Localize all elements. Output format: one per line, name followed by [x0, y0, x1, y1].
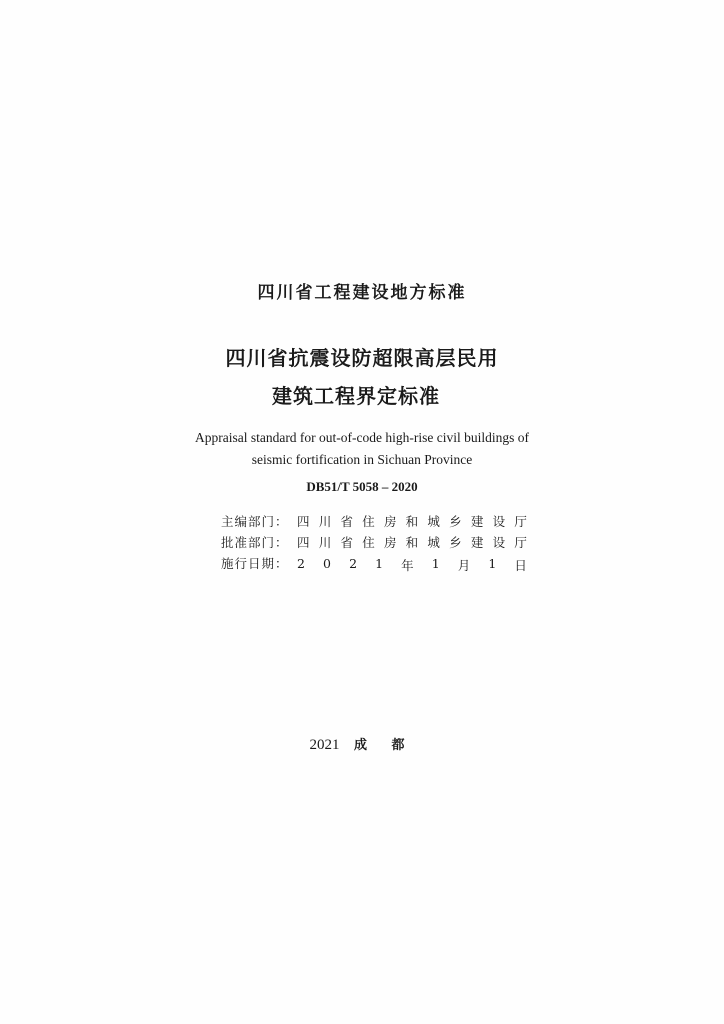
- info-char: 城: [427, 514, 440, 529]
- info-value: [297, 512, 527, 530]
- info-char: 建: [470, 514, 484, 529]
- standard-code: DB51/T 5058 – 2020: [306, 479, 418, 494]
- info-char: 省: [340, 514, 353, 529]
- series-label: 四川省工程建设地方标准: [257, 283, 467, 303]
- info-char: 厅: [514, 535, 527, 550]
- info-char: 住: [362, 535, 375, 550]
- imprint-year: 2021: [309, 737, 340, 753]
- title-line-1: 四川省抗震设防超限高层民用: [225, 346, 499, 370]
- publication-info: [221, 512, 527, 575]
- info-char: 1: [431, 556, 440, 571]
- info-char: 1: [488, 556, 497, 571]
- info-char: 设: [492, 535, 506, 550]
- info-char: 房: [383, 535, 397, 550]
- info-value: [297, 533, 527, 551]
- info-char: 川: [318, 535, 332, 550]
- info-char: 日: [514, 558, 527, 573]
- info-char: 省: [340, 535, 353, 550]
- info-char: 和: [405, 514, 419, 529]
- info-char: 建: [470, 535, 484, 550]
- info-label: 主编部门：: [221, 514, 289, 529]
- info-char: 四: [297, 535, 310, 550]
- info-value: [297, 556, 527, 574]
- imprint-city: 成 都: [353, 738, 415, 753]
- info-char: 乡: [449, 514, 462, 529]
- info-char: 住: [362, 514, 375, 529]
- info-row-approver: [221, 533, 527, 554]
- info-char: 2: [349, 556, 358, 571]
- info-char: 城: [427, 535, 440, 550]
- info-char: 月: [457, 558, 471, 573]
- info-char: 厅: [514, 514, 527, 529]
- info-char: 川: [318, 514, 332, 529]
- info-row-editor: [221, 512, 527, 533]
- info-char: 0: [323, 556, 331, 571]
- english-title-line-1: Appraisal standard for out-of-code high-rise civil buildings of: [194, 430, 530, 445]
- info-char: 2: [297, 556, 305, 571]
- info-char: 1: [375, 556, 384, 571]
- info-char: 乡: [449, 535, 462, 550]
- info-label: 批准部门：: [221, 535, 289, 550]
- english-title-line-2: seismic fortification in Sichuan Province: [251, 452, 473, 467]
- imprint: [0, 734, 724, 754]
- info-char: 和: [405, 535, 419, 550]
- info-row-effective-date: [221, 554, 527, 575]
- info-label: 施行日期：: [221, 556, 289, 571]
- info-char: 设: [492, 514, 506, 529]
- info-char: 年: [401, 558, 414, 573]
- title-line-2: 建筑工程界定标准: [272, 384, 440, 408]
- info-char: 四: [297, 514, 310, 529]
- info-char: 房: [383, 514, 397, 529]
